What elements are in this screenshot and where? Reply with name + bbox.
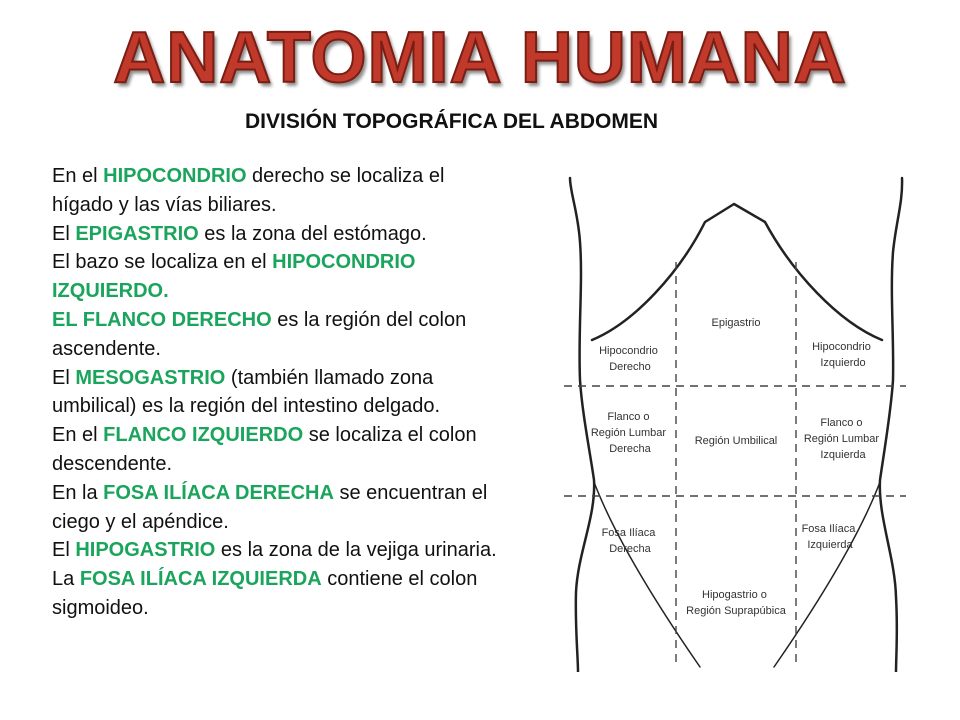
paragraph-text: contiene el colon sigmoideo. [52,568,478,619]
region-label-line: Izquierdo [820,357,866,369]
paragraph-text: se encuentran el ciego y el apéndice. [52,481,488,533]
paragraph-hipocondrio-derecho [52,162,510,220]
keyword-text: HIPOCONDRIO [103,165,247,187]
region-label-line: Derecha [609,443,651,455]
paragraph-mesogastrio [52,364,510,422]
paragraph-hipocondrio-izquierdo [52,248,510,306]
paragraph-flanco-derecho [52,306,510,364]
paragraph-fosa-iliaca-izquierda [52,565,510,623]
region-label-line: Región Lumbar [590,427,667,439]
region-label-line: Hipocondrio [812,341,871,353]
paragraph-epigastrio [52,220,510,249]
paragraph-flanco-izquierdo [52,421,510,479]
keyword-text: HIPOCONDRIO IZQUIERDO. [52,251,416,303]
region-label-line: Región Lumbar [803,433,880,445]
keyword-text: FLANCO IZQUIERDO [103,424,304,447]
paragraph-text: El [52,222,76,245]
keyword-text: MESOGASTRIO [75,366,226,389]
paragraph-text: El [52,366,76,389]
paragraph-text: La [52,568,80,591]
label-hipogastrio [686,589,787,617]
region-label-line: Región Umbilical [694,435,778,447]
label-hipocondrio-derecho [599,345,661,373]
region-labels [591,317,882,617]
paragraph-text: derecho se localiza el hígado y las vías biliares. [52,165,445,216]
abdomen-diagram-svg [560,162,910,672]
keyword-text: FOSA ILÍACA DERECHA [103,481,334,504]
region-label-line: Izquierda [807,539,853,551]
keyword-text: EL FLANCO DERECHO [52,308,272,331]
paragraph-text: (también llamado zona umbilical) es la región del intestino delgado. [52,366,441,418]
torso-outline-left [570,178,594,672]
pelvic-line-left [594,482,700,667]
paragraph-text: se localiza el colon descendente. [52,424,477,475]
paragraph-hipogastrio [52,536,510,565]
region-label-line: Hipocondrio [599,345,658,357]
region-label-line: Epigastrio [711,317,761,329]
region-label-line: Fosa Ilíaca [601,527,656,539]
paragraph-text: es la región del colon ascendente. [52,308,467,360]
label-fosa-iliaca-izquierda [802,523,859,551]
region-label-line: Izquierda [820,449,866,461]
paragraph-text: En el [52,165,104,187]
paragraph-text: El bazo se localiza en el [52,251,273,274]
region-label-line: Flanco o [820,417,863,429]
keyword-text: FOSA ILÍACA IZQUIERDA [79,568,322,591]
label-epigastrio [712,317,761,329]
page-subtitle: DIVISIÓN TOPOGRÁFICA DEL ABDOMEN [245,110,659,133]
label-fosa-iliaca-derecha [602,527,659,555]
paragraph-text: es la zona del estómago. [198,222,427,245]
region-label-line: Región Suprapúbica [686,605,786,617]
torso-outline-right [880,178,902,672]
paragraph-text: es la zona de la vejiga urinaria. [215,539,497,562]
paragraph-text: El [52,539,76,562]
paragraph-text: En la [52,481,104,504]
label-region-umbilical [695,435,778,447]
keyword-text: EPIGASTRIO [75,222,199,245]
page-title: ANATOMIA HUMANA [113,18,847,98]
paragraph-text: En el [52,424,104,447]
region-label-line: Derecho [609,361,651,373]
description-text [52,162,510,623]
paragraph-fosa-iliaca-derecha [52,479,510,537]
label-flanco-izquierdo [804,417,882,461]
keyword-text: HIPOGASTRIO [75,539,216,562]
region-label-line: Fosa Ilíaca [801,523,856,535]
region-label-line: Derecha [609,543,651,555]
abdomen-regions-diagram [560,162,910,672]
region-label-line: Flanco o [607,411,650,423]
label-flanco-derecho [591,411,669,455]
pelvic-line-right [774,482,880,667]
region-label-line: Hipogastrio o [702,589,767,601]
label-hipocondrio-izquierdo [812,341,874,369]
